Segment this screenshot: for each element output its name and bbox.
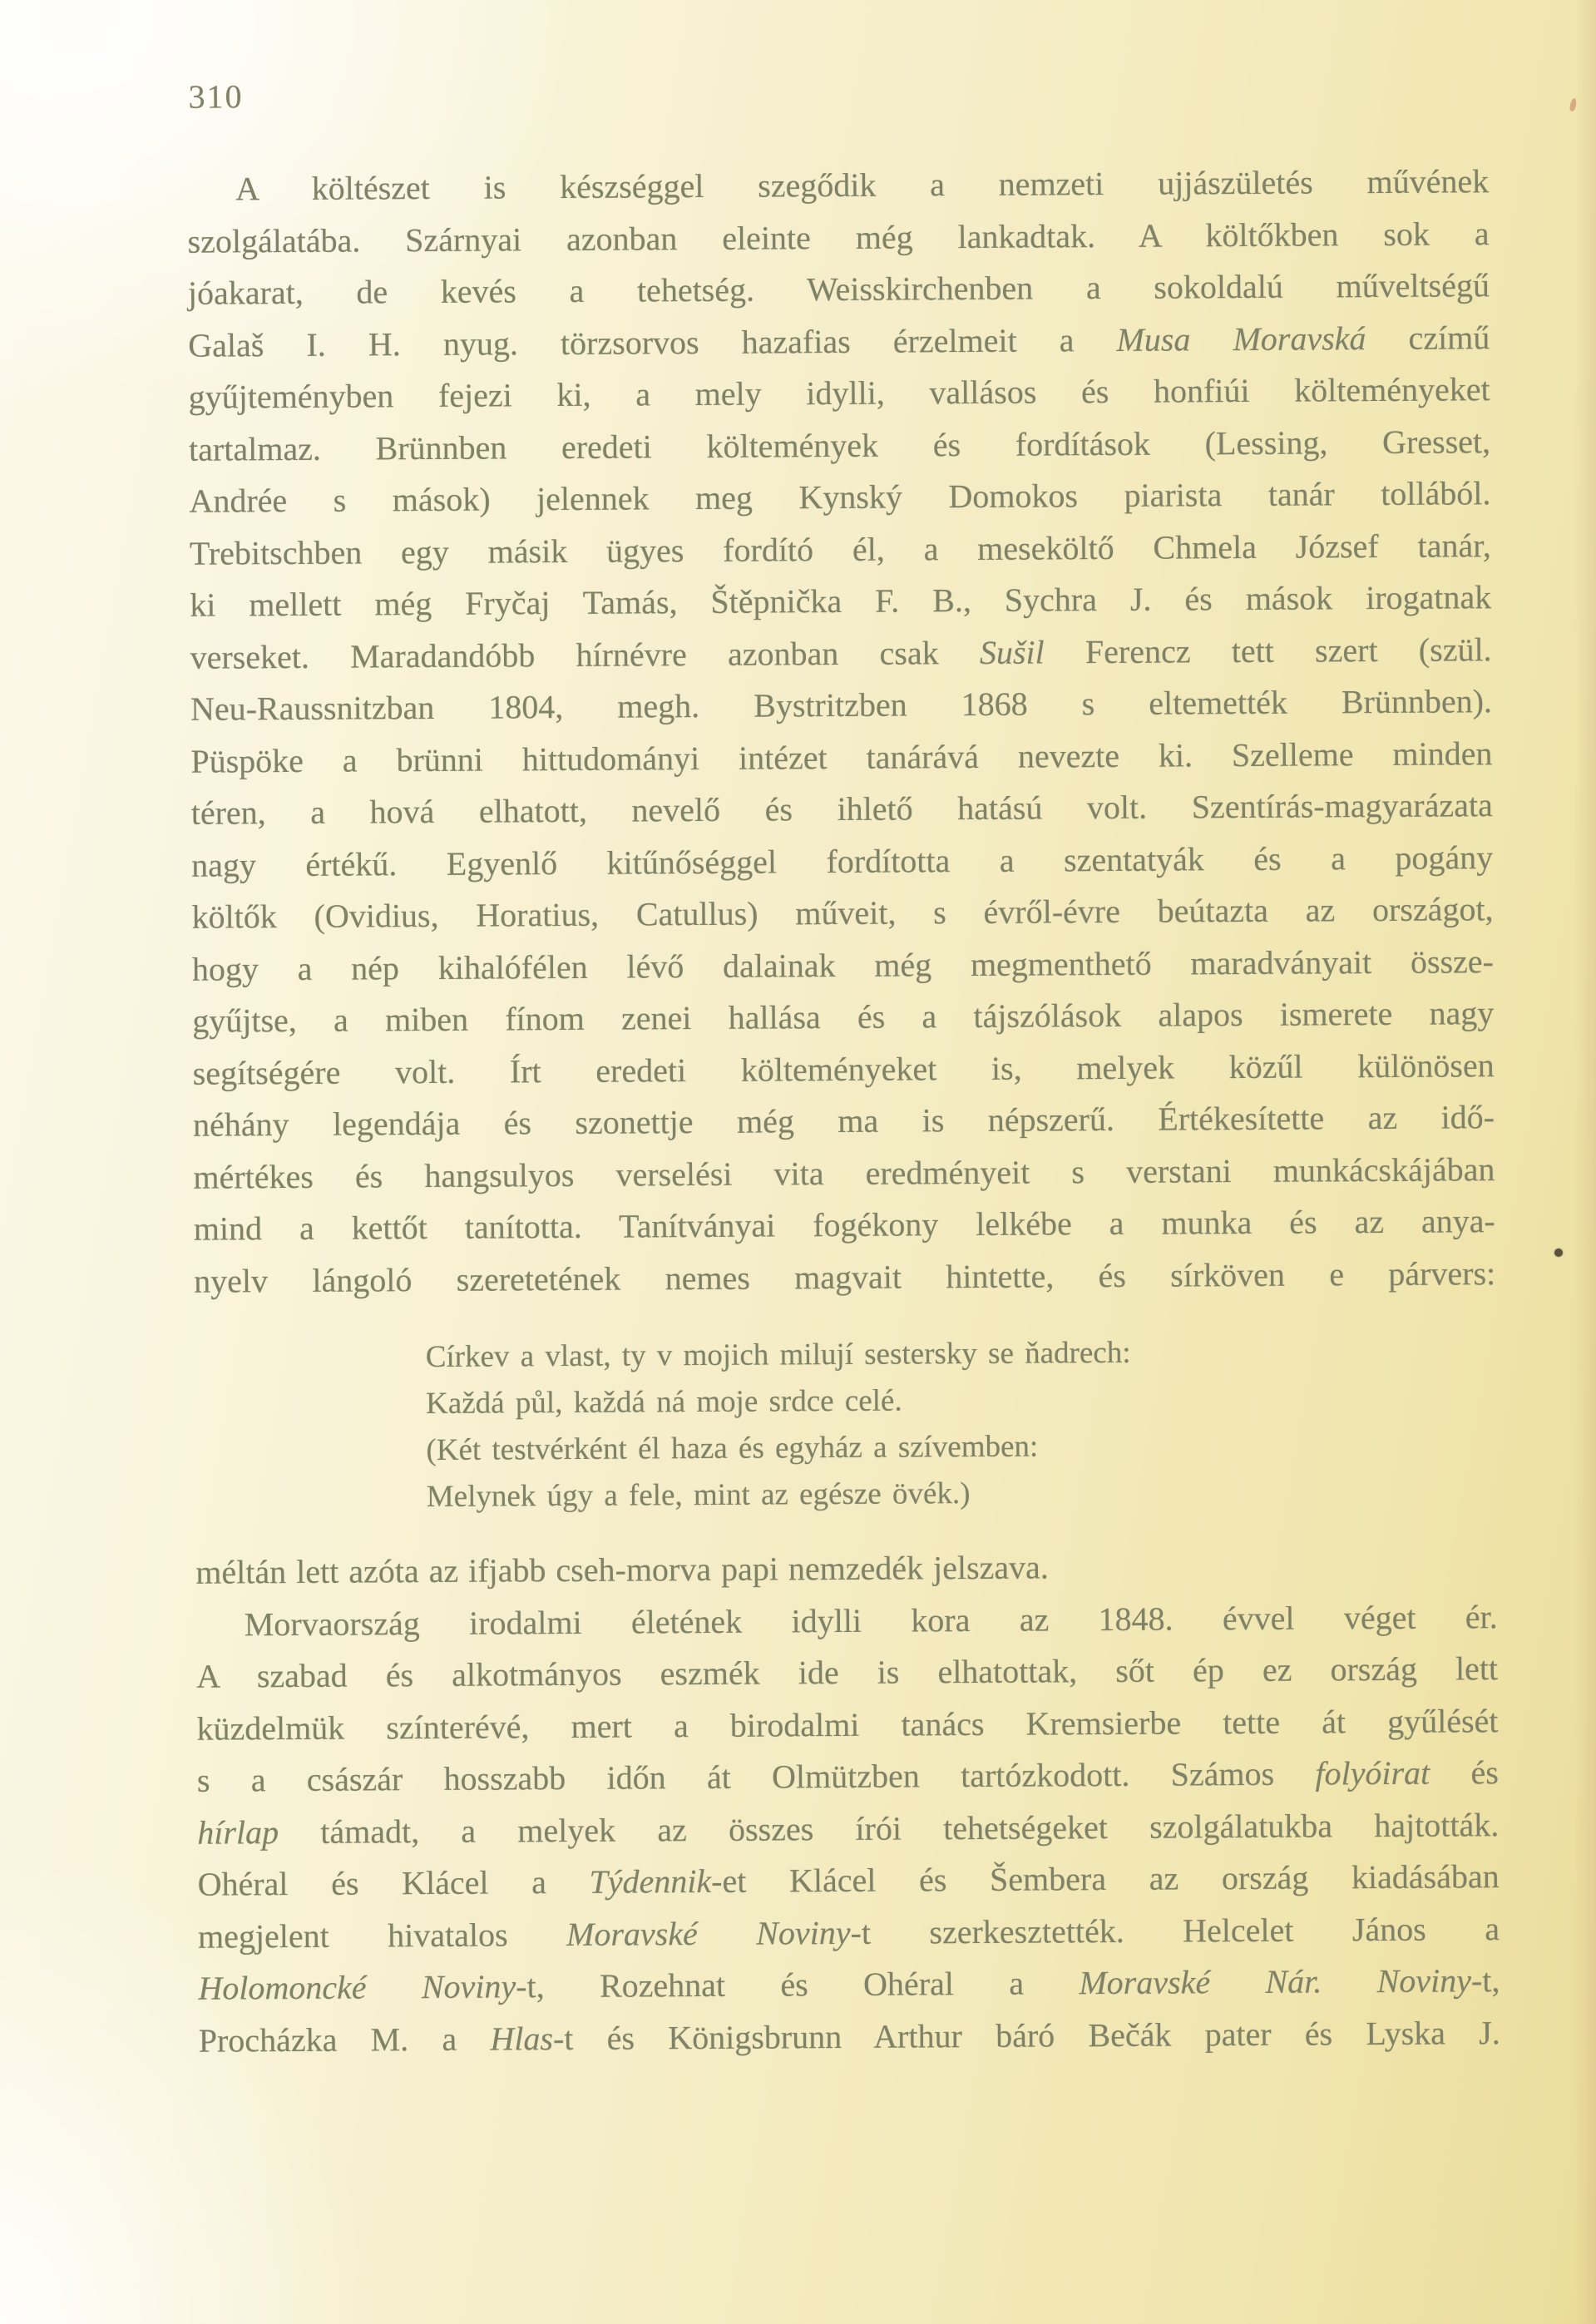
text-line: nagy értékű. Egyenlő kitűnőséggel fordította a szentatyák és a pogány: [191, 838, 1494, 884]
text-line: ki mellett még Fryčaj Tamás, Štěpnička F. B., Sychra J. és mások irogatnak: [190, 578, 1492, 624]
text-line: költők (Ovidius, Horatius, Catullus) műveit, s évről-évre beútazta az országot,: [191, 890, 1494, 936]
ink-dot-artifact: [1554, 1249, 1563, 1257]
text-line: gyűjtse, a miben fínom zenei hallása és a tájszólások alapos ismerete nagy: [192, 994, 1495, 1040]
paragraph-3: [196, 1591, 1500, 2067]
paragraph-1: [187, 156, 1495, 1308]
text-line: tartalmaz. Brünnben eredeti költemények és fordítások (Lessing, Gresset,: [188, 422, 1491, 468]
paragraphs-container: [187, 156, 1500, 2067]
page-text: [187, 77, 1500, 2067]
text-line: s a császár hosszabb időn át Olmützben tartózkodott. Számos folyóirat és: [196, 1753, 1499, 1799]
verse-line: Církev a vlast, ty v mojich milují sestersky se ňadrech:: [425, 1335, 1131, 1375]
verse-line: (Két testvérként él haza és egyház a szívemben:: [426, 1429, 1039, 1468]
text-line: gyűjteményben fejezi ki, a mely idylli, vallásos és honfiúi költeményeket: [188, 370, 1490, 416]
text-line: A szabad és alkotmányos eszmék ide is elhatottak, sőt ép ez ország lett: [195, 1649, 1499, 1695]
text-line: mértékes és hangsulyos verselési vita eredményeit s verstani munkácskájában: [193, 1150, 1495, 1196]
text-line: szolgálatába. Szárnyai azonban eleinte még lankadtak. A költőkben sok a: [187, 214, 1490, 260]
verse-line: Melynek úgy a fele, mint az egésze övék.): [426, 1476, 971, 1515]
text-line: verseket. Maradandóbb hírnévre azonban csak Sušil Ferencz tett szert (szül.: [190, 630, 1492, 676]
text-line: Andrée s mások) jelennek meg Kynský Domokos piarista tanár tollából.: [189, 474, 1491, 520]
text-line: hogy a nép kihalófélen lévő dalainak még megmenthető maradványait össze-: [191, 942, 1495, 988]
text-line: Procházka M. a Hlas-t és Königsbrunn Arthur báró Bečák pater és Lyska J.: [198, 2013, 1500, 2059]
page-number: 310: [188, 77, 244, 116]
text-line: Morvaország irodalmi életének idylli kora az 1848. évvel véget ér.: [244, 1597, 1498, 1643]
text-line: Ohéral és Klácel a Týdennik-et Klácel és Šembera az ország kiadásában: [197, 1857, 1500, 1903]
text-line: mind a kettőt tanította. Tanítványai fogékony lelkébe a munka és az anya-: [193, 1202, 1495, 1248]
text-line: segítségére volt. Írt eredeti költeményeket is, melyek közűl különösen: [192, 1046, 1495, 1092]
text-line: A költészet is készséggel szegődik a nemzeti ujjászületés művének: [235, 162, 1490, 208]
red-speck-artifact: [1569, 97, 1577, 111]
text-line: téren, a hová elhatott, nevelő és ihlető hatású volt. Szentírás-magyarázata: [190, 786, 1493, 832]
text-line: küzdelmük színterévé, mert a birodalmi tanács Kremsierbe tette át gyűlését: [196, 1701, 1499, 1748]
text-line: jóakarat, de kevés a tehetség. Weisskirchenben a sokoldalú műveltségű: [187, 266, 1490, 312]
text-line: méltán lett azóta az ifjabb cseh-morva papi nemzedék jelszava.: [195, 1548, 1049, 1591]
text-line: Holomoncké Noviny-t, Rozehnat és Ohéral a Moravské Nár. Noviny-t,: [198, 1961, 1500, 2007]
text-line: hírlap támadt, a melyek az összes írói tehetségeket szolgálatukba hajtották.: [197, 1805, 1500, 1852]
text-line: megjelent hivatalos Moravské Noviny-t szerkesztették. Helcelet János a: [197, 1909, 1500, 1956]
text-line: Neu-Raussnitzban 1804, megh. Bystritzben 1868 s eltemették Brünnben).: [190, 682, 1493, 728]
text-line: Püspöke a brünni hittudományi intézet tanárává nevezte ki. Szelleme minden: [190, 734, 1493, 780]
text-line: néhány legendája és szonettje még ma is népszerű. Értékesítette az idő-: [192, 1098, 1495, 1144]
verse-line: Každá půl, každá ná moje srdce celé.: [425, 1383, 902, 1422]
text-line: Trebitschben egy másik ügyes fordító él, a meseköltő Chmela József tanár,: [189, 526, 1491, 572]
verse-block: [426, 1328, 1497, 1520]
paragraph-2: [195, 1539, 1497, 1599]
text-line: nyelv lángoló szeretetének nemes magvait hintette, és sírköven e párvers:: [194, 1253, 1496, 1300]
text-line: Galaš I. H. nyug. törzsorvos hazafias érzelmeit a Musa Moravská czímű: [188, 318, 1490, 364]
